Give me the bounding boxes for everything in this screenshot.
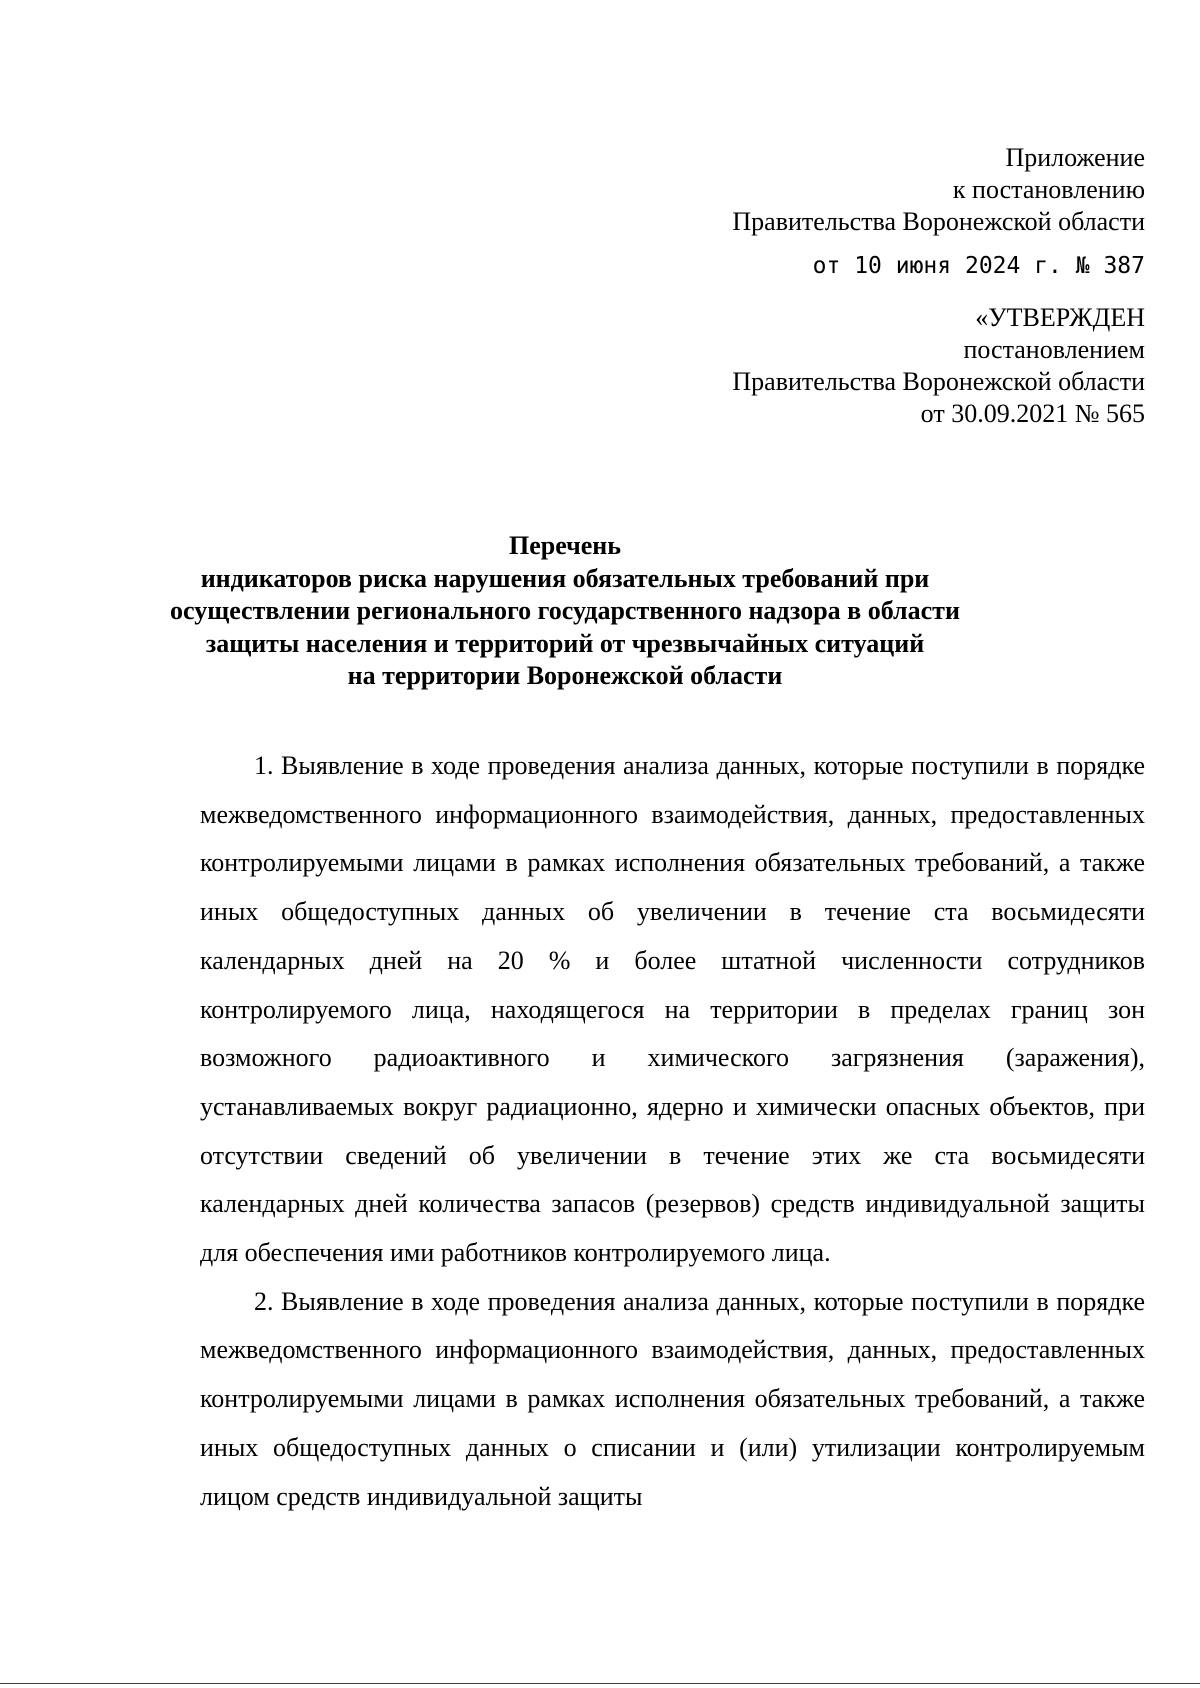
approved-issuer: Правительства Воронежской области [732, 367, 1145, 396]
paragraph-1: 1. Выявление в ходе проведения анализа данных, которые поступили в порядке межведомственного информационного взаимодействия, данных, предоставленных контролируемыми лицами в рамках исполнения обязательных требований, а также иных общедоступных данных об увеличении в течение ста восьмидесяти календарных дней на 20 % и более штатной численности сотрудников контролируемого лица, находящегося на территории в пределах границ зон возможного радиоактивного и химического загрязнения (заражения), устанавливаемых вокруг радиационно, ядерно и химически опасных объектов, при отсутствии сведений об увеличении в течение этих же ста восьмидесяти календарных дней количества запасов (резервов) средств индивидуальной защиты для обеспечения ими работников контролируемого лица. [200, 751, 1145, 1268]
appendix-issuer: Правительства Воронежской области [732, 207, 1145, 236]
approved-label: «УТВЕРЖДЕН [975, 303, 1145, 332]
appendix-header [732, 142, 1145, 282]
appendix-label: Приложение [1005, 143, 1145, 172]
approved-date-number: от 30.09.2021 № 565 [920, 399, 1145, 428]
appendix-to-resolution: к постановлению [952, 175, 1145, 204]
appendix-date-number: от 10 июня 2024 г. № 387 [812, 253, 1145, 279]
title-line-2: индикаторов риска нарушения обязательных требований при [200, 563, 930, 593]
document-body [200, 742, 1145, 1521]
approved-header [732, 302, 1145, 430]
paragraph-2: 2. Выявление в ходе проведения анализа данных, которые поступили в порядке межведомственного информационного взаимодействия, данных, предоставленных контролируемыми лицами в рамках исполнения обязательных требований, а также иных общедоступных данных о списании и (или) утилизации контролируемым лицом средств индивидуальной защиты [200, 1286, 1145, 1511]
title-line-3: осуществлении регионального государственного надзора в области [170, 596, 960, 625]
page-bottom-rule [0, 1683, 1200, 1684]
title-line-5: на территории Воронежской области [347, 661, 783, 690]
document-title [150, 530, 980, 693]
title-line-1: Перечень [508, 531, 622, 560]
title-line-4: защиты населения и территорий от чрезвычайных ситуаций [205, 628, 925, 658]
approved-by-resolution: постановлением [963, 335, 1145, 364]
